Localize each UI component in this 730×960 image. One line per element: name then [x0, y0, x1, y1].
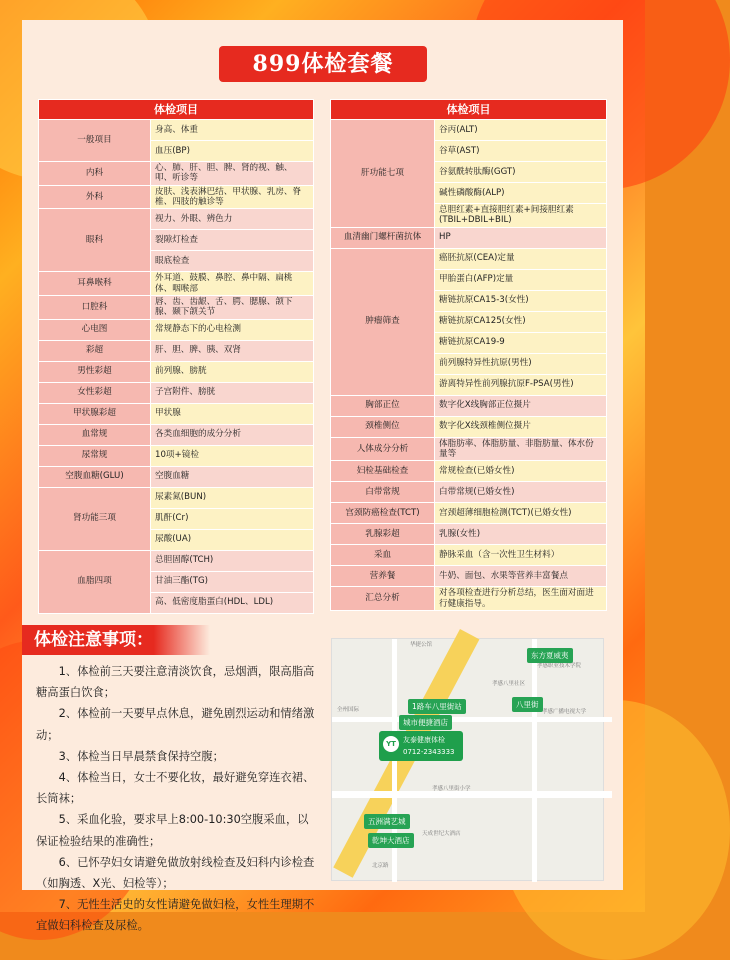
table-row: [331, 503, 607, 524]
category-cell: 肿瘤筛查: [331, 248, 435, 395]
item-cell: 常规检查(已婚女性): [435, 461, 607, 482]
category-cell: 女性彩超: [39, 382, 151, 403]
category-cell: 营养餐: [331, 566, 435, 587]
table-header: 体检项目: [39, 100, 314, 120]
table-row: [39, 403, 314, 424]
map-tag-qiankun[interactable]: 乾坤大酒店: [368, 833, 414, 848]
item-cell: 糖链抗原CA125(女性): [435, 311, 607, 332]
item-cell: 糖链抗原CA19-9: [435, 332, 607, 353]
table-row: [39, 487, 314, 508]
category-cell: 血常规: [39, 424, 151, 445]
table-row: [39, 550, 314, 571]
map-label: 孝感广播电视大学: [542, 709, 587, 715]
category-cell: 男性彩超: [39, 361, 151, 382]
item-cell: 心、肺、肝、胆、脾、肾的视、触、叩、听诊等: [151, 162, 314, 186]
item-cell: 宫颈超薄细胞检测(TCT)(已婚女性): [435, 503, 607, 524]
table-row: [39, 382, 314, 403]
item-cell: 子宫附件、膀胱: [151, 382, 314, 403]
table-row: [39, 295, 314, 319]
note-item: 3、体检当日早晨禁食保持空腹；: [58, 749, 224, 763]
table-row: [39, 162, 314, 186]
item-cell: 裂隙灯检查: [151, 230, 314, 251]
item-cell: 乳腺(女性): [435, 524, 607, 545]
map-tag-hotel[interactable]: 城市便捷酒店: [399, 715, 452, 730]
item-cell: 血压(BP): [151, 141, 314, 162]
item-cell: HP: [435, 227, 607, 248]
item-cell: 甲状腺: [151, 403, 314, 424]
table-row: [331, 524, 607, 545]
category-cell: 耳鼻喉科: [39, 272, 151, 296]
item-cell: 谷草(AST): [435, 141, 607, 162]
table-row: [331, 227, 607, 248]
category-cell: 胸部正位: [331, 395, 435, 416]
clinic-location-marker[interactable]: [379, 731, 463, 761]
category-cell: 肝功能七项: [331, 120, 435, 228]
notes-list: [36, 661, 318, 937]
item-cell: 外耳道、鼓膜、鼻腔、鼻中隔、扁桃体、咽喉部: [151, 272, 314, 296]
category-cell: 空腹血糖(GLU): [39, 466, 151, 487]
item-cell: 对各项检查进行分析总结，医生面对面进行健康指导。: [435, 587, 607, 611]
note-item: 1、体检前三天要注意清淡饮食，忌烟酒，限高脂高糖高蛋白饮食；: [36, 665, 315, 700]
item-cell: 数字化X线胸部正位摄片: [435, 395, 607, 416]
table-row: [39, 209, 314, 230]
item-cell: 肝、胆、脾、胰、双肾: [151, 340, 314, 361]
table-row: [331, 395, 607, 416]
table-row: [331, 545, 607, 566]
item-cell: 身高、体重: [151, 120, 314, 141]
map-label: 华捷公馆: [410, 642, 433, 648]
table-row: [331, 587, 607, 611]
item-cell: 肌酐(Cr): [151, 508, 314, 529]
category-cell: 口腔科: [39, 295, 151, 319]
category-cell: 人体成分分析: [331, 437, 435, 461]
table-row: [331, 437, 607, 461]
category-cell: 一般项目: [39, 120, 151, 162]
item-cell: 静脉采血（含一次性卫生材料）: [435, 545, 607, 566]
map-label: 孝感八里街小学: [432, 786, 471, 792]
item-cell: 前列腺、膀胱: [151, 361, 314, 382]
table-row: [39, 361, 314, 382]
map-label: 全州国际: [337, 707, 360, 713]
table-row: [331, 248, 607, 269]
category-cell: 汇总分析: [331, 587, 435, 611]
map-tag-dongfang[interactable]: 东方夏威夷: [527, 648, 573, 663]
map-road: [332, 791, 612, 798]
map-tag-wuzhou[interactable]: 五洲满艺城: [364, 814, 410, 829]
map-tag-balijie[interactable]: 八里街: [512, 697, 543, 712]
item-cell: 常规静态下的心电检测: [151, 319, 314, 340]
table-row: [331, 461, 607, 482]
table-row: [39, 340, 314, 361]
category-cell: 心电图: [39, 319, 151, 340]
map-label: 天成世纪大酒店: [422, 831, 461, 837]
table-row: [39, 272, 314, 296]
item-cell: 谷氨酰转肽酶(GGT): [435, 162, 607, 183]
map-label: 北京路: [372, 863, 389, 869]
item-cell: 数字化X线颈椎侧位摄片: [435, 416, 607, 437]
map-road: [532, 639, 537, 882]
category-cell: 眼科: [39, 209, 151, 272]
item-cell: 牛奶、面包、水果等营养丰富餐点: [435, 566, 607, 587]
map-label: 孝感职业技术学院: [537, 663, 582, 669]
table-row: [331, 566, 607, 587]
item-cell: 癌胚抗原(CEA)定量: [435, 248, 607, 269]
table-row: [39, 424, 314, 445]
item-cell: 糖链抗原CA15-3(女性): [435, 290, 607, 311]
item-cell: 尿素氮(BUN): [151, 487, 314, 508]
item-cell: 白带常规(已婚女性): [435, 482, 607, 503]
map-label: 孝感八里社区: [492, 681, 526, 687]
item-cell: 尿酸(UA): [151, 529, 314, 550]
table-row: [331, 416, 607, 437]
left-exam-table: [38, 99, 314, 614]
table-header: 体检项目: [331, 100, 607, 120]
category-cell: 血脂四项: [39, 550, 151, 613]
table-row: [39, 120, 314, 141]
note-item: 5、采血化验，要求早上8:00-10:30空腹采血，以保证检验结果的准确性；: [36, 813, 309, 848]
category-cell: 肾功能三项: [39, 487, 151, 550]
category-cell: 采血: [331, 545, 435, 566]
item-cell: 皮肤、浅表淋巴结、甲状腺、乳房、脊椎、四肢的触诊等: [151, 185, 314, 209]
location-map[interactable]: [331, 638, 604, 881]
table-row: [39, 445, 314, 466]
table-row: [39, 466, 314, 487]
item-cell: 碱性磷酸酶(ALP): [435, 183, 607, 204]
category-cell: 颈椎侧位: [331, 416, 435, 437]
category-cell: 彩超: [39, 340, 151, 361]
item-cell: 各类血细胞的成分分析: [151, 424, 314, 445]
item-cell: 10项+镜检: [151, 445, 314, 466]
item-cell: 甘油三酯(TG): [151, 571, 314, 592]
notes-heading: 体检注意事项：: [22, 625, 210, 655]
item-cell: 谷丙(ALT): [435, 120, 607, 141]
item-cell: 体脂肪率、体脂肪量、非脂肪量、体水份量等: [435, 437, 607, 461]
category-cell: 尿常规: [39, 445, 151, 466]
category-cell: 乳腺彩超: [331, 524, 435, 545]
note-item: 7、无性生活史的女性请避免做妇检，女性生理期不宜做妇科检查及尿检。: [36, 898, 315, 933]
table-row: [39, 319, 314, 340]
item-cell: 眼底检查: [151, 251, 314, 272]
category-cell: 内科: [39, 162, 151, 186]
clinic-name: 友泰健康体检: [403, 736, 445, 744]
item-cell: 空腹血糖: [151, 466, 314, 487]
category-cell: 外科: [39, 185, 151, 209]
item-cell: 甲胎蛋白(AFP)定量: [435, 269, 607, 290]
clinic-logo-icon: YT: [383, 736, 399, 752]
note-item: 4、体检当日，女士不要化妆，最好避免穿连衣裙、长筒袜；: [36, 771, 315, 806]
category-cell: 宫颈防癌检查(TCT): [331, 503, 435, 524]
item-cell: 总胆红素+直接胆红素+间接胆红素(TBIL+DBIL+BIL): [435, 204, 607, 228]
item-cell: 前列腺特异性抗原(男性): [435, 353, 607, 374]
item-cell: 视力、外眼、辨色力: [151, 209, 314, 230]
category-cell: 妇检基础检查: [331, 461, 435, 482]
item-cell: 总胆固醇(TCH): [151, 550, 314, 571]
note-item: 6、已怀孕妇女请避免做放射线检查及妇科内诊检查（如胸透、X光、妇检等）；: [36, 855, 315, 891]
category-cell: 甲状腺彩超: [39, 403, 151, 424]
note-item: 2、体检前一天要早点休息，避免剧烈运动和情绪激动；: [36, 707, 315, 742]
clinic-phone: 0712-2343333: [403, 748, 455, 756]
table-row: [331, 482, 607, 503]
item-cell: 游离特异性前列腺抗原F-PSA(男性): [435, 374, 607, 395]
page-title: 899体检套餐: [219, 46, 427, 82]
map-road: [332, 717, 612, 722]
table-row: [39, 185, 314, 209]
table-row: [331, 120, 607, 141]
map-tag-bus-stop[interactable]: 1路车八里街站: [408, 699, 466, 714]
item-cell: 高、低密度脂蛋白(HDL、LDL): [151, 592, 314, 613]
category-cell: 血清幽门螺杆菌抗体: [331, 227, 435, 248]
item-cell: 唇、齿、齿龈、舌、腭、腮腺、颌下腺、颞下颌关节: [151, 295, 314, 319]
category-cell: 白带常规: [331, 482, 435, 503]
right-exam-table: [330, 99, 607, 611]
